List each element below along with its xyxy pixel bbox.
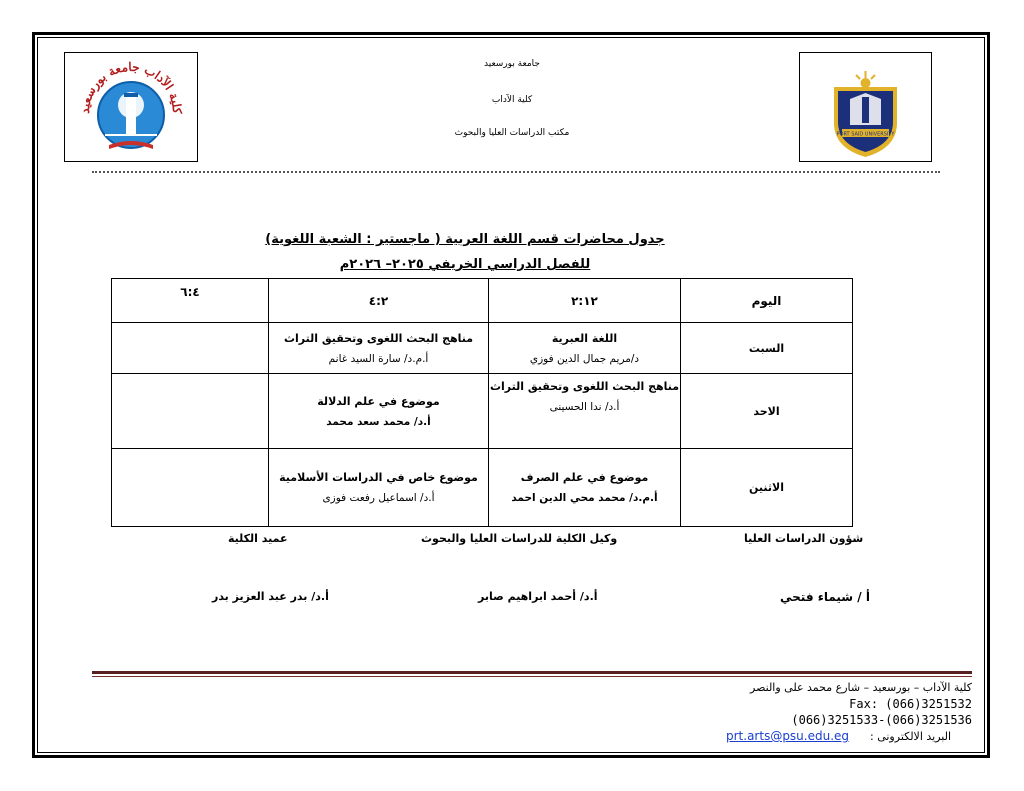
header-divider xyxy=(92,171,940,173)
header-slot-2: ٤:٢ xyxy=(269,279,489,323)
table-header-row xyxy=(112,279,853,323)
footer-address: كلية الآداب – بورسعيد – شارع محمد على والنصر xyxy=(750,681,972,694)
schedule-title: جدول محاضرات قسم اللغة العربية ( ماجستير : الشعبة اللغوية) xyxy=(265,232,665,247)
course-cell xyxy=(489,374,681,449)
affairs-title: شؤون الدراسات العليا xyxy=(744,532,864,545)
faculty-logo-box xyxy=(64,52,198,162)
semester-subtitle: للفصل الدراسي الخريفي ٢٠٢٥– ٢٠٢٦م xyxy=(339,257,591,272)
course-cell xyxy=(269,374,489,449)
course-instructor: أ.د/ محمد سعد محمد xyxy=(326,415,431,428)
table-row xyxy=(112,374,853,449)
header-day: اليوم xyxy=(681,279,853,323)
course-title: اللغة العبرية xyxy=(551,331,618,345)
day-cell: السبت xyxy=(681,323,853,374)
faculty-name: كلية الآداب xyxy=(491,95,533,105)
university-logo xyxy=(800,53,931,161)
header-slot-1: ٢:١٢ xyxy=(489,279,681,323)
footer-phones: (066)3251533-(066)3251536 xyxy=(791,713,972,727)
footer-rule xyxy=(92,671,972,674)
table-row xyxy=(112,323,853,374)
course-cell xyxy=(489,323,681,374)
footer-email-label: البريد الالكترونى : xyxy=(870,730,952,743)
course-title: موضوع خاص في الدراسات الأسلامية xyxy=(279,471,478,484)
empty-cell xyxy=(112,374,269,449)
course-cell xyxy=(269,323,489,374)
course-instructor: أ.م.د/ محمد محي الدين احمد xyxy=(511,492,658,504)
faculty-logo xyxy=(65,53,197,161)
footer-email-link[interactable]: prt.arts@psu.edu.eg xyxy=(726,729,850,743)
schedule-table xyxy=(111,278,853,527)
course-title: موضوع في علم الدلالة xyxy=(317,394,440,408)
course-instructor: د/مريم جمال الدين فوزي xyxy=(529,352,640,365)
course-cell xyxy=(489,449,681,527)
university-logo-text: PORT SAID UNIVERSITY xyxy=(836,131,895,138)
course-title: مناهج البحث اللغوى وتحقيق التراث xyxy=(283,331,474,345)
course-instructor: أ.د/ ندا الحسينى xyxy=(549,401,620,413)
course-instructor: أ.د/ اسماعيل رفعت فوزى xyxy=(322,492,435,504)
course-cell xyxy=(269,449,489,527)
day-cell: الاحد xyxy=(681,374,853,449)
header-slot-3: ٦:٤ xyxy=(112,279,269,323)
university-logo-box xyxy=(799,52,932,162)
vice-dean-name: أ.د/ أحمد ابراهيم صابر xyxy=(478,590,598,603)
table-row xyxy=(112,449,853,527)
empty-cell xyxy=(112,323,269,374)
dean-name: أ.د/ بدر عبد العزيز بدر xyxy=(212,590,329,603)
footer-rule-thin xyxy=(92,676,972,677)
university-name: جامعة بورسعيد xyxy=(484,59,540,69)
faculty-logo-text: كلية الآداب جامعة بورسعيد xyxy=(77,59,185,115)
course-instructor: أ.م.د/ سارة السيد غانم xyxy=(328,352,429,365)
office-name: مكتب الدراسات العليا والبحوث xyxy=(454,128,570,138)
course-title: مناهج البحث اللغوى وتحقيق التراث xyxy=(489,380,680,393)
vice-dean-title: وكيل الكلية للدراسات العليا والبحوث xyxy=(421,532,618,545)
day-cell: الاثنين xyxy=(681,449,853,527)
empty-cell xyxy=(112,449,269,527)
dean-title: عميد الكلية xyxy=(228,532,288,545)
footer-fax: Fax: (066)3251532 xyxy=(849,697,972,711)
course-title: موضوع في علم الصرف xyxy=(520,471,649,484)
affairs-name: أ / شيماء فتحي xyxy=(780,590,870,604)
